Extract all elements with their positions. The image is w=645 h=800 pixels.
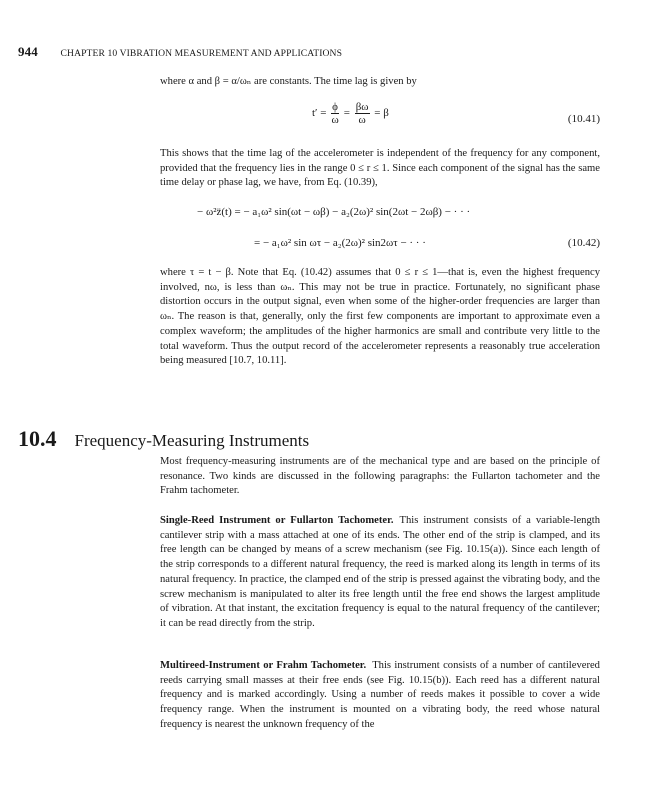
eq1-rhs: = β — [374, 107, 389, 120]
eq1-f1-num: ϕ — [332, 101, 338, 113]
fullarton-heading: Single-Reed Instrument or Fullarton Tachometer. — [160, 515, 394, 526]
paragraph-phase-lag: This shows that the time lag of the accelerometer is independent of the frequency for any component, provided that the frequency lies in the range 0 ≤ r ≤ 1. Since each component of the signal has the same time delay or phase lag, we have, from Eq. (10.39), — [160, 148, 600, 189]
eq1-eq-sign: = — [343, 107, 350, 120]
frahm-heading: Multireed-Instrument or Frahm Tachometer. — [160, 660, 367, 671]
equation-number-10-41: (10.41) — [567, 113, 600, 125]
page-header — [18, 44, 342, 60]
paragraph-frahm — [160, 659, 600, 733]
fullarton-body: This instrument consists of a variable-length cantilever strip with a mass attached at one of its ends. The other end of the strip is clamped, and its free length can be changed by means of a screw mechanism (see Fig. 10.15(a)). Since each length of the strip corresponds to a different natural frequency, the reed is marked along its length in terms of its natural frequency. In practice, the clamped end of the strip is pressed against the vibrating body, and the screw mechanism is manipulated to alter its free length until the free end shows the largest amplitude of vibration. At that instant, the excitation frequency is equal to the natural frequency of the cantilever; it can be read directly from the strip. — [160, 515, 600, 629]
eq1-f2-num: βω — [355, 101, 369, 113]
paragraph-frequency-intro: Most frequency-measuring instruments are of the mechanical type and are based on the principle of resonance. Two kinds are discussed in the following paragraphs: the Fullarton tachometer and the Frahm tachometer. — [160, 456, 600, 497]
paragraph-time-lag-intro: where α and β = α/ωₙ are constants. The time lag is given by — [160, 76, 417, 87]
eq1-f2-den: ω — [358, 114, 366, 126]
equation-10-41 — [312, 101, 389, 126]
page-number: 944 — [18, 44, 38, 59]
equation-10-42-line2: = − a₁ω² sin ωτ − a₂(2ω)² sin2ωτ − · · · — [254, 237, 426, 249]
section-title: Frequency-Measuring Instruments — [74, 431, 310, 450]
equation-number-10-42: (10.42) — [567, 237, 600, 249]
eq1-fraction-1 — [331, 101, 339, 126]
paragraph-fullarton — [160, 514, 600, 632]
frahm-body: This instrument consists of a number of cantilevered reeds carrying small masses at their free ends (see Fig. 10.15(b)). Each reed has a different natural frequency and is marked accordingly. Using a number of reeds makes it possible to cover a wide frequency range. When the instrument is mounted on a vibrating body, the reed whose natural frequency is nearest the unknown frequency of the — [160, 660, 600, 730]
chapter-title: CHAPTER 10 VIBRATION MEASUREMENT AND APPLICATIONS — [60, 48, 343, 59]
eq1-fraction-2 — [355, 101, 370, 126]
section-number: 10.4 — [18, 426, 57, 451]
eq1-lhs: t′ = — [312, 107, 327, 120]
equation-10-42-line1: − ω²z̈(t) = − a₁ω² sin(ωt − ωβ) − a₂(2ω)² sin(2ωt − 2ωβ) − · · · — [197, 206, 471, 218]
paragraph-phase-distortion: where τ = t − β. Note that Eq. (10.42) assumes that 0 ≤ r ≤ 1—that is, even the highest frequency involved, nω, is less than ωₙ. This may not be true in practice. Fortunately, no significant phase distortion occurs in the output signal, even when some of the higher-order frequencies are larger than ωₙ. The reason is that, generally, only the first few components are important to approximate even a complex waveform; the amplitudes of the higher harmonics are small and contribute very little to the total waveform. Thus the output record of the accelerometer represents a reasonably true acceleration being measured [10.7, 10.11]. — [160, 267, 600, 367]
eq1-f1-den: ω — [331, 114, 339, 126]
section-heading — [18, 426, 309, 452]
